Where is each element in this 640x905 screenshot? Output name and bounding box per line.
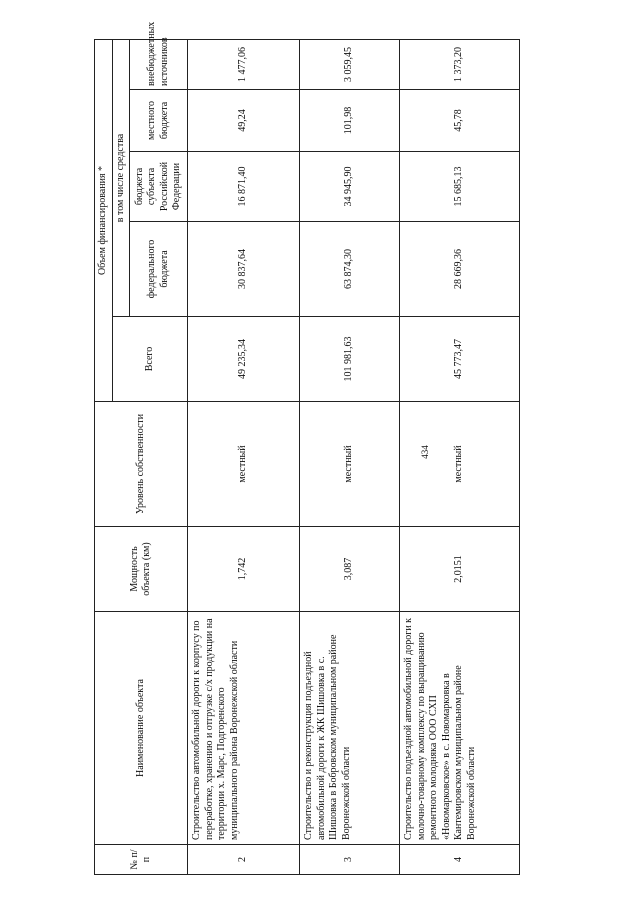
row-local: 101,98	[300, 90, 400, 152]
row-ownership: местный	[300, 402, 400, 527]
row-capacity: 2,0151	[400, 527, 520, 612]
header-extrabudget: внебюджетных источников	[130, 40, 188, 90]
row-name: Строительство подъездной автомобильной дороги к молочно-товарному комплексу по выращиванию ремонтного молодняка ООО СХП «Новомарковское» в с. Новомарковка в Кантемировском муниципальном районе Воронежской области	[400, 612, 520, 845]
row-extrabudget: 1 477,06	[188, 40, 300, 90]
row-total: 45 773,47	[400, 317, 520, 402]
row-ownership: местный	[188, 402, 300, 527]
row-local: 45,78	[400, 90, 520, 152]
row-federal: 30 837,64	[188, 222, 300, 317]
row-regional: 15 685,13	[400, 152, 520, 222]
header-regional: бюджета субъекта Российской Федерации	[130, 152, 188, 222]
header-name: Наименование объекта	[95, 612, 188, 845]
header-ownership: Уровень собственности	[95, 402, 188, 527]
row-capacity: 3,087	[300, 527, 400, 612]
table-row	[188, 40, 300, 875]
row-regional: 34 945,90	[300, 152, 400, 222]
row-total: 49 235,34	[188, 317, 300, 402]
row-name: Строительство и реконструкция подъездной автомобильной дороги к ЖК Шишовка в с. Шишовка в Бобровском муниципальном районе Воронежской области	[300, 612, 400, 845]
rotated-table-container	[94, 21, 512, 875]
table-row	[300, 40, 400, 875]
header-total: Всего	[112, 317, 188, 402]
header-including: в том числе средства	[112, 40, 130, 317]
row-extrabudget: 1 373,20	[400, 40, 520, 90]
row-num: 4	[400, 845, 520, 875]
header-federal: федерального бюджета	[130, 222, 188, 317]
header-num: № п/п	[95, 845, 188, 875]
row-federal: 28 669,36	[400, 222, 520, 317]
row-local: 49,24	[188, 90, 300, 152]
row-capacity: 1,742	[188, 527, 300, 612]
row-num: 3	[300, 845, 400, 875]
row-regional: 16 871,40	[188, 152, 300, 222]
table-row	[400, 40, 520, 875]
header-capacity: Мощность объекта (км)	[95, 527, 188, 612]
row-extrabudget: 3 059,45	[300, 40, 400, 90]
row-name: Строительство автомобильной дороги к корпусу по переработке, хранению и отгрузке с/х продукции на территории х. Марс, Подгоренского муниципального района Воронежской области	[188, 612, 300, 845]
header-funding-group: Объем финансирования *	[95, 40, 113, 402]
row-num: 2	[188, 845, 300, 875]
row-federal: 63 874,30	[300, 222, 400, 317]
row-total: 101 981,63	[300, 317, 400, 402]
header-local: местного бюджета	[130, 90, 188, 152]
page-number: 434	[420, 445, 430, 459]
financing-table	[94, 21, 520, 875]
row-ownership: местный	[400, 402, 520, 527]
